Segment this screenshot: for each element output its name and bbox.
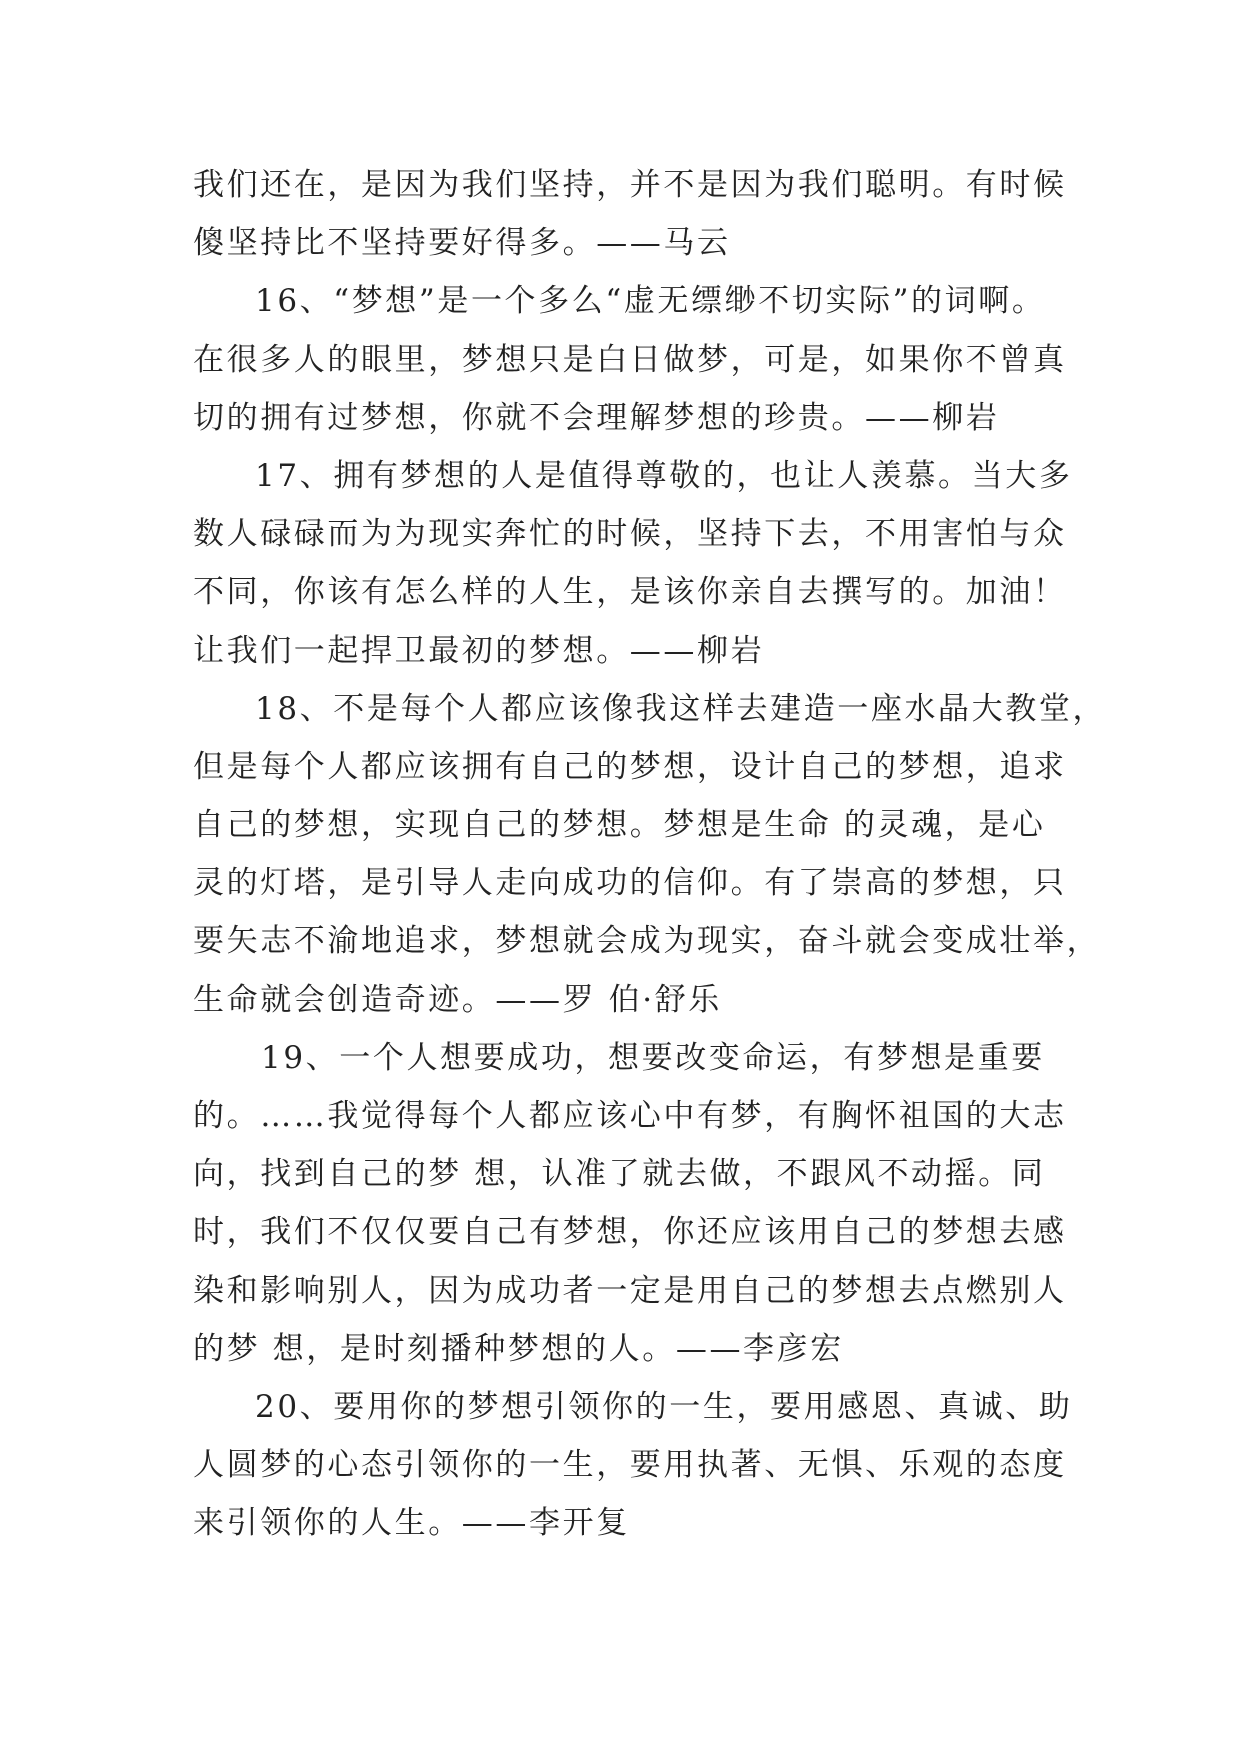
text-line: 要矢志不渝地追求，梦想就会成为现实，奋斗就会变成壮举， bbox=[193, 923, 1101, 960]
text-line: 的。……我觉得每个人都应该心中有梦，有胸怀祖国的大志 bbox=[193, 1098, 1067, 1134]
quote-19 bbox=[193, 1029, 1073, 1378]
text-line: 让我们一起捍卫最初的梦想。——柳岩 bbox=[193, 632, 765, 669]
quote-18 bbox=[193, 680, 1107, 1029]
text-line: 切的拥有过梦想，你就不会理解梦想的珍贵。——柳岩 bbox=[193, 399, 1000, 436]
text-line: 19、一个人想要成功，想要改变命运，有梦想是重要 bbox=[261, 1039, 1045, 1076]
text-line: 傻坚持比不坚持要好得多。——马云 bbox=[193, 225, 731, 262]
text-line: 人圆梦的心态引领你的一生，要用执著、无惧、乐观的态度 bbox=[193, 1447, 1067, 1484]
text-line: 在很多人的眼里，梦想只是白日做梦，可是，如果你不曾真 bbox=[193, 341, 1067, 378]
text-line: 来引领你的人生。——李开复 bbox=[193, 1505, 630, 1542]
quote-17 bbox=[193, 447, 1073, 680]
text-line: 不同，你该有怎么样的人生，是该你亲自去撰写的。加油！ bbox=[193, 574, 1067, 611]
text-line: 灵的灯塔，是引导人走向成功的信仰。有了崇高的梦想，只 bbox=[193, 865, 1067, 902]
text-line: 数人碌碌而为为现实奔忙的时候，坚持下去，不用害怕与众 bbox=[193, 516, 1067, 553]
quote-16 bbox=[193, 272, 1073, 447]
paragraph-continuation bbox=[193, 156, 1073, 272]
text-line: 16、“梦想”是一个多么“虚无缥缈不切实际”的词啊。 bbox=[255, 283, 1046, 320]
text-line: 生命就会创造奇迹。——罗 伯·舒乐 bbox=[193, 981, 722, 1018]
document-body bbox=[193, 156, 1107, 1553]
text-line: 的梦 想，是时刻播种梦想的人。——李彦宏 bbox=[193, 1330, 844, 1367]
text-line: 向，找到自己的梦 想，认准了就去做，不跟风不动摇。同 bbox=[193, 1156, 1046, 1193]
text-line: 17、拥有梦想的人是值得尊敬的，也让人羡慕。当大多 bbox=[255, 457, 1073, 494]
text-line: 20、要用你的梦想引领你的一生，要用感恩、真诚、助 bbox=[255, 1388, 1073, 1425]
text-line: 但是每个人都应该拥有自己的梦想，设计自己的梦想，追求 bbox=[193, 748, 1067, 785]
text-line: 18、不是每个人都应该像我这样去建造一座水晶大教堂， bbox=[255, 690, 1107, 727]
text-line: 我们还在，是因为我们坚持，并不是因为我们聪明。有时候 bbox=[193, 167, 1067, 203]
text-line: 自己的梦想，实现自己的梦想。梦想是生命 的灵魂，是心 bbox=[193, 807, 1046, 844]
text-line: 时，我们不仅仅要自己有梦想，你还应该用自己的梦想去感 bbox=[193, 1214, 1067, 1251]
quote-20 bbox=[193, 1378, 1073, 1553]
text-line: 染和影响别人，因为成功者一定是用自己的梦想去点燃别人 bbox=[193, 1272, 1067, 1309]
